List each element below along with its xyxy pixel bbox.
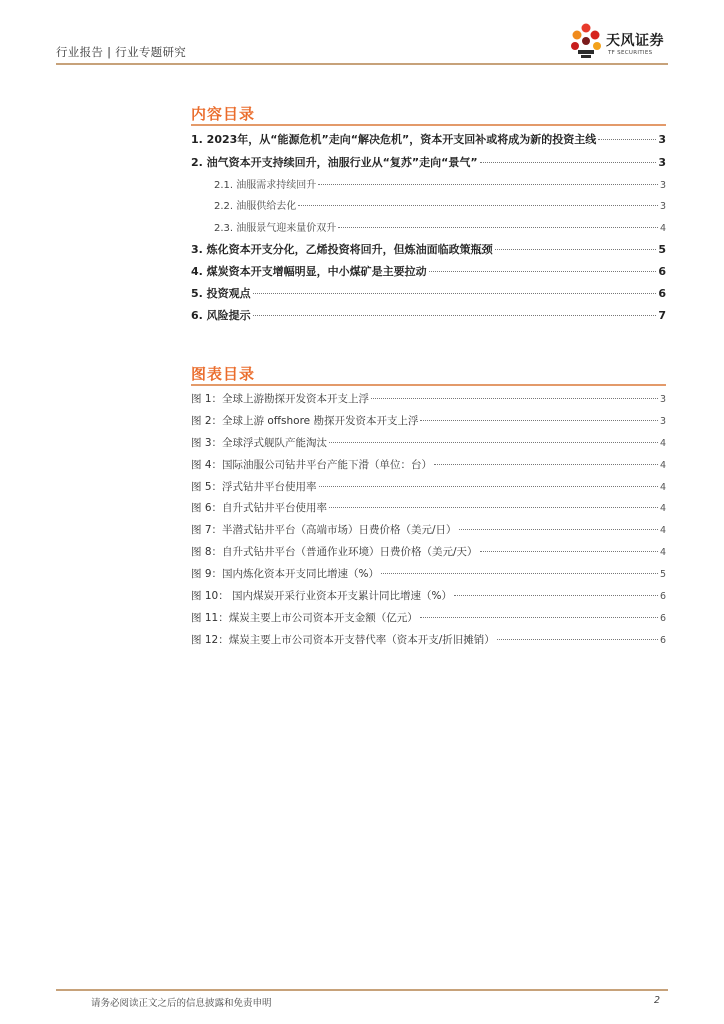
figure-entry-page: 5 [659,569,666,580]
leader-dots [253,315,657,316]
leader-dots [420,420,658,421]
figure-entry-label: 图 4：国际油服公司钻井平台产能下滑（单位：台） [191,459,433,471]
leader-dots [459,529,658,530]
figure-entry-label: 图 12：煤炭主要上市公司资本开支替代率（资本开支/折旧摊销） [191,634,495,646]
figure-entry-label: 图 3：全球浮式舰队产能淘汰 [191,437,328,449]
leader-dots [329,442,658,443]
toc-entry-page: 4 [659,223,666,234]
leader-dots [253,293,657,294]
leader-dots [429,271,657,272]
figure-entry[interactable] [191,544,666,560]
figure-entry-page: 4 [659,482,666,493]
figure-entry[interactable] [191,457,666,473]
figure-entry-label: 图 10： 国内煤炭开采行业资本开支累计同比增速（%） [191,590,453,602]
toc-entry-label: 6. 风险提示 [191,309,251,322]
figure-entry-label: 图 1：全球上游勘探开发资本开支上浮 [191,393,370,405]
flower-logo-icon [568,22,604,60]
toc-entry-label: 1. 2023年，从“能源危机”走向“解决危机”，资本开支回补或将成为新的投资主线 [191,133,597,146]
figure-entry-page: 4 [659,547,666,558]
toc-entry-label: 2. 油气资本开支持续回升，油服行业从“复苏”走向“景气” [191,156,478,169]
page-number: 2 [654,995,661,1006]
figure-entry-page: 4 [659,438,666,449]
toc-entry[interactable] [191,131,666,147]
leader-dots [329,507,658,508]
figure-entry-label: 图 7：半潜式钻井平台（高端市场）日费价格（美元/日） [191,524,457,536]
toc-subentry[interactable] [191,197,666,213]
leader-dots [338,227,658,228]
toc-entry[interactable] [191,263,666,279]
leader-dots [298,205,658,206]
figure-entry-page: 6 [659,613,666,624]
figure-entry-page: 3 [659,394,666,405]
figure-entry[interactable] [191,632,666,648]
figure-entry-page: 6 [659,591,666,602]
footer-disclaimer: 请务必阅读正文之后的信息披露和免责申明 [91,998,272,1009]
figure-entry-page: 6 [659,635,666,646]
toc-entry-page: 3 [659,201,666,212]
figure-entry[interactable] [191,413,666,429]
leader-dots [434,464,658,465]
toc-entry-page: 3 [658,156,666,169]
leader-dots [497,639,658,640]
figure-entry[interactable] [191,610,666,626]
figure-entry[interactable] [191,588,666,604]
figure-entry-label: 图 5：浮式钻井平台使用率 [191,481,317,493]
toc-entry-page: 6 [658,287,666,300]
figures-title: 图表目录 [191,365,256,383]
leader-dots [480,551,658,552]
figure-entry-page: 4 [659,460,666,471]
toc-subentry[interactable] [191,219,666,235]
footer-divider [56,989,668,991]
toc-entry-page: 7 [658,309,666,322]
toc-entry-label: 2.3. 油服景气迎来量价双升 [214,223,337,234]
toc-entry[interactable] [191,241,666,257]
figure-entry-label: 图 2：全球上游 offshore 勘探开发资本开支上浮 [191,415,419,427]
figure-entry-page: 4 [659,525,666,536]
leader-dots [454,595,658,596]
toc-entry-page: 6 [658,265,666,278]
leader-dots [318,184,658,185]
toc-entry-label: 2.1. 油服需求持续回升 [214,180,317,191]
toc-entry-label: 5. 投资观点 [191,287,251,300]
leader-dots [371,398,658,399]
toc-title: 内容目录 [191,105,256,123]
toc-subentry[interactable] [191,176,666,192]
figure-entry-label: 图 9：国内炼化资本开支同比增速（%） [191,568,379,580]
figure-entry[interactable] [191,435,666,451]
toc-entry-label: 4. 煤炭资本开支增幅明显，中小煤矿是主要拉动 [191,265,427,278]
leader-dots [420,617,658,618]
leader-dots [319,486,658,487]
toc-entry-page: 3 [658,133,666,146]
figure-entry-page: 4 [659,503,666,514]
figure-entry-label: 图 8：自升式钻井平台（普通作业环境）日费价格（美元/天） [191,546,478,558]
figure-entry-label: 图 11：煤炭主要上市公司资本开支金额（亿元） [191,612,418,624]
report-category: 行业报告 | 行业专题研究 [56,45,187,59]
header-divider [56,63,668,65]
toc-entry-label: 3. 炼化资本开支分化，乙烯投资将回升，但炼油面临政策瓶颈 [191,243,493,256]
figures-divider [191,384,666,386]
figure-entry[interactable] [191,391,666,407]
leader-dots [598,139,656,140]
figure-entry[interactable] [191,522,666,538]
toc-entry[interactable] [191,154,666,170]
leader-dots [495,249,657,250]
toc-divider [191,124,666,126]
leader-dots [381,573,658,574]
brand-name: 天风证券 [606,33,664,49]
figure-entry-page: 3 [659,416,666,427]
toc-entry[interactable] [191,285,666,301]
figure-entry[interactable] [191,479,666,495]
figure-entry-label: 图 6：自升式钻井平台使用率 [191,502,328,514]
brand-logo [568,22,678,62]
toc-entry[interactable] [191,307,666,323]
toc-entry-label: 2.2. 油服供给去化 [214,201,297,212]
leader-dots [480,162,657,163]
toc-entry-page: 3 [659,180,666,191]
figure-entry[interactable] [191,566,666,582]
toc-entry-page: 5 [658,243,666,256]
brand-subtitle: TF SECURITIES [608,50,653,56]
figure-entry[interactable] [191,500,666,516]
